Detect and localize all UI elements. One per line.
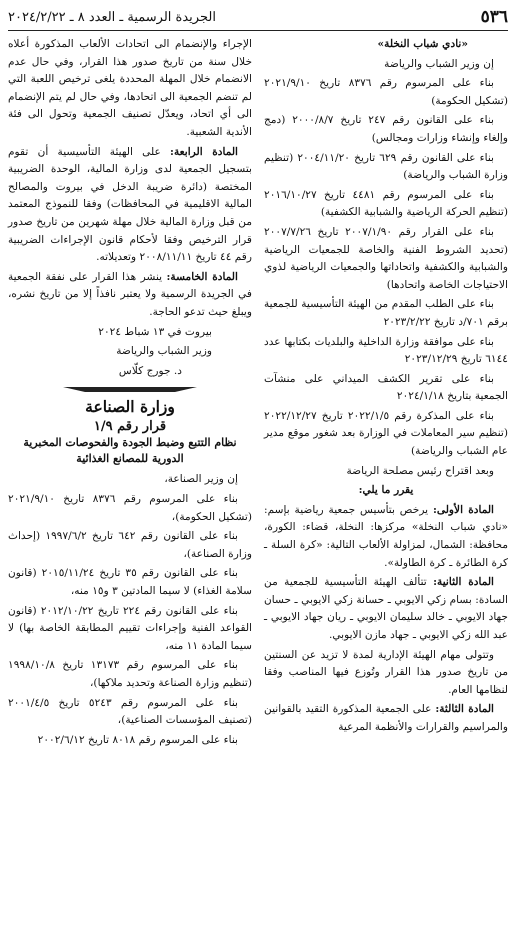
article-text: ينشر هذا القرار على نفقة الجمعية في الجريدة الرسمية ولا يعتبر نافذاً إلا من تاريخ نشره، ويبلغ حيث تدعو الحاجة. xyxy=(8,270,252,318)
article-text: يرخص بتأسيس جمعية رياضية بإسم: «نادي شباب النخلة» مركزها: النخلة، قضاء: الكورة، محافظة: الشمال، لمزاولة الألعاب التالية: «كرة السلة ـ كرة الطائرة ـ كرة الطاولة». xyxy=(264,503,508,569)
right-column xyxy=(264,36,508,739)
decides-line: يقرر ما يلي: xyxy=(358,484,414,497)
article-4 xyxy=(8,144,252,267)
club-heading: «نادي شباب النخلة» xyxy=(377,38,468,50)
article-5 xyxy=(8,269,252,322)
date-place: بيروت في ١٣ شباط ٢٠٢٤ xyxy=(98,325,212,338)
section-divider xyxy=(63,387,197,392)
recital: بناء على القانون رقم ٢٤٧ تاريخ ٢٠٠٠/٨/٧ (دمج وإلغاء وإنشاء وزارات ومجالس) xyxy=(264,114,508,144)
recital: بناء على المرسوم رقم ٨٣٧٦ تاريخ ٢٠٢١/٩/١٠ (تشكيل الحكومة)، xyxy=(8,493,252,523)
article-2 xyxy=(264,574,508,644)
article-1 xyxy=(264,502,508,572)
article-text: على الهيئة التأسيسية أن تقوم بتسجيل الجمعية لدى وزارة المالية، الوحدة الضريبية المختصة (دائرة ضريبة الدخل في بيروت والمصالح المالية الاقليمية في المحافظات) وفقا للنموذج المعتمد من قبل وزارة المالية خلال مهلة شهرين من تاريخ صدور قرار الترخيص وفقا لأحكام قانون الإجراءات الضريبية رقم ٤٤ تاريخ ٢٠٠٨/١١/١١ وتعديلاته. xyxy=(8,145,252,264)
article-label: المادة الثالثة: xyxy=(435,703,494,716)
article-label: المادة الرابعة: xyxy=(170,145,239,158)
recital: بناء على القانون رقم ٦٤٢ تاريخ ١٩٩٧/٦/٢ (إحداث وزارة الصناعة)، xyxy=(8,530,252,560)
recital: بناء على المرسوم رقم ٨٠١٨ تاريخ ٢٠٠٢/٦/١٢ xyxy=(37,733,238,746)
recital: وبعد اقتراح رئيس مصلحة الرياضة xyxy=(346,464,494,477)
recital: بناء على تقرير الكشف الميداني على منشآت الجمعية بتاريخ ٢٠٢٤/١/١٨ xyxy=(264,372,508,403)
article-label: المادة الثانية: xyxy=(433,576,494,589)
article-3 xyxy=(264,701,508,736)
signatory-title: وزير الشباب والرياضة xyxy=(116,345,212,358)
decree-number: قرار رقم ١/٩ xyxy=(93,418,167,434)
signatory-name: د. جورج كلّاس xyxy=(118,364,182,377)
minister-intro: إن وزير الصناعة، xyxy=(164,473,238,486)
ministry-heading: وزارة الصناعة xyxy=(85,397,175,417)
article-text: تتألف الهيئة التأسيسية للجمعية من السادة: بسام زكي الايوبي ـ حسانة زكي الايوبي ـ حسان جهاد الايوبي ـ خالد سليمان الايوبي ـ ريان جهاد الايوبي ـ عبد الله زكي الايوبي ـ جهاد مازن الايوبي. xyxy=(264,576,508,641)
recital: بناء على المرسوم رقم ٨٣٧٦ تاريخ ٢٠٢١/٩/١٠ (تشكيل الحكومة) xyxy=(264,77,508,107)
left-column xyxy=(8,36,252,751)
recital: بناء على موافقة وزارة الداخلية والبلديات بكتابها عدد ٦١٤٤ تاريخ ٢٠٢٣/١٢/٢٩ xyxy=(264,335,508,366)
gazette-title: الجريدة الرسمية ـ العدد ٨ ـ ٢٠٢٤/٢/٢٢ xyxy=(8,9,216,25)
recital: بناء على المرسوم رقم ٤٤٨١ تاريخ ٢٠١٦/١٠/٢٧ (تنظيم الحركة الرياضية والشبابية الكشفية) xyxy=(264,188,508,219)
recital: بناء على القانون رقم ٢٢٤ تاريخ ٢٠١٢/١٠/٢٢ (قانون القواعد الفنية وإجراءات تقييم المطابقة الخاصة بها) لا سيما المادة ١١ منه، xyxy=(8,604,252,652)
article-2-continued: وتتولى مهام الهيئة الإدارية لمدة لا تزيد عن السنتين من تاريخ صدور هذا القرار وتُوزع فيها المناصب وفقا لنظامها العام. xyxy=(264,648,508,696)
recital: بناء على الطلب المقدم من الهيئة التأسيسية للجمعية برقم ٧٠١/د تاريخ ٢٠٢٣/٢/٢٢ xyxy=(264,298,508,328)
decree-subject: نظام التتبع وضبط الجودة والفحوصات المخبرية الدورية للمصانع الغذائية xyxy=(23,436,237,466)
article-text: على الجمعية المذكورة التقيد بالقوانين والمراسيم والقرارات والأنظمة المرعية xyxy=(264,703,508,733)
page-number: ٥٣٦ xyxy=(480,7,508,27)
recital: بناء على المذكرة رقم ٢٠٢٢/١/٥ تاريخ ٢٠٢٢/١٢/٢٧ (تنظيم سير المعاملات في الوزارة بعد شغور موقع مدير عام الشباب والرياضة) xyxy=(264,409,508,458)
recital: بناء على القرار رقم ٢٠٠٧/١/٩٠ تاريخ ٢٠٠٧/٧/٢٦ (تحديد الشروط الفنية والخاصة للجمعيات الرياضية والشبابية والكشفية واتحاداتها والجمعيات الرياضية لذوي الاحتياجات الخاصة واتحادها) xyxy=(264,225,508,291)
recital: بناء على القانون رقم ٦٢٩ تاريخ ٢٠٠٤/١١/٢٠ (تنظيم وزارة الشباب والرياضة) xyxy=(264,151,508,182)
minister-intro: إن وزير الشباب والرياضة xyxy=(384,57,494,70)
article-3-continued: الإجراء والإنضمام الى اتحادات الألعاب المذكورة أعلاه خلال سنة من تاريخ صدور هذا القرار، وفي حال عدم الانضمام خلال المهلة المحددة يلغى ترخيص اللعبة التي لم تنضم الجمعية الى اتحادها، وفي حال لم يتم الإنضمام الى أي اتحاد، ويعدّل تصنيف الجمعية وتحول الى فئة الأندية الشعبية. xyxy=(8,38,252,138)
recital: بناء على المرسوم رقم ٥٢٤٣ تاريخ ٢٠٠١/٤/٥ (تصنيف المؤسسات الصناعية)، xyxy=(8,696,252,727)
page-header xyxy=(8,4,508,31)
recital: بناء على القانون رقم ٣٥ تاريخ ٢٠١٥/١١/٢٤ (قانون سلامة الغذاء) لا سيما المادتين ٣ و١٥ منه، xyxy=(8,567,252,598)
recital: بناء على المرسوم رقم ١٣١٧٣ تاريخ ١٩٩٨/١٠/٨ (تنظيم وزارة الصناعة وتحديد ملاكها)، xyxy=(8,659,252,689)
article-label: المادة الخامسة: xyxy=(166,270,238,283)
article-label: المادة الأولى: xyxy=(432,503,494,516)
